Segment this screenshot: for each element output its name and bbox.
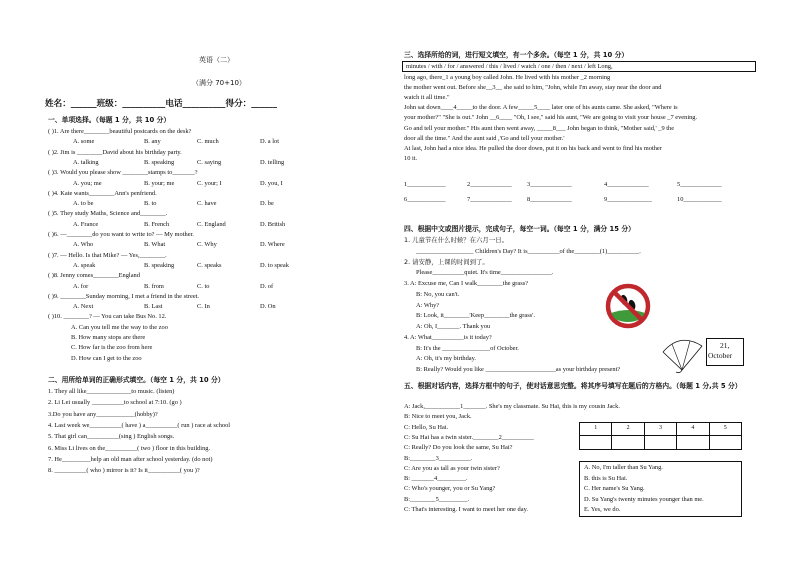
passage-line-4: John sat down____4_____to the door. A few_____5____ later one of his aunts came. She asked, "Where is bbox=[404, 104, 678, 112]
section5-title: 五、根据对话内容，选择方框中的句子，使对话意思完整。将其序号填写在题后的方格内。（每题 1 分,共 5 分） bbox=[404, 382, 742, 390]
sentence-line-9: A: Oh, I_______. Thank you bbox=[416, 323, 491, 330]
blank-1: 1____________ bbox=[404, 181, 446, 188]
question-8-option-1: B. from bbox=[144, 282, 164, 290]
dialog-line-8: B: _______4_________. bbox=[404, 475, 468, 483]
question-3: ( )3. Would you please show ________stamps to_______? bbox=[48, 169, 198, 177]
dialog-line-2: B: Nice to meet you, Jack. bbox=[404, 413, 472, 421]
fill-line-7: 7. He_________help an old man after school yesterday. (do not) bbox=[48, 455, 213, 463]
blank-9: 9______________ bbox=[604, 196, 652, 203]
section4-title: 四、根据中文或图片提示，完成句子，每空一词。（每空 1 分，满分 15 分） bbox=[404, 225, 635, 233]
answer-cell-4[interactable] bbox=[677, 436, 709, 450]
question-10-option-0: A. Can you tell me the way to the zoo bbox=[71, 323, 168, 331]
question-4-option-1: B. to bbox=[144, 200, 157, 208]
dialog-line-4: C: Su Hai has a twin sister.________2__________ bbox=[404, 433, 534, 441]
question-4: ( )4. Kate wants________Ann's penfriend. bbox=[48, 189, 157, 197]
dialog-line-1: A: Jack,___________1_______. She's my classmate. Su Hai, this is my cousin Jack. bbox=[404, 403, 620, 410]
student-info-line[interactable]: 姓名：______班级：__________电话__________得分：______ bbox=[45, 99, 278, 109]
option-C: C. Her name's Su Yang. bbox=[584, 485, 645, 493]
dialog-line-10: B:________5_________. bbox=[404, 495, 470, 503]
grid-header-3: 3 bbox=[644, 423, 676, 436]
sentence-line-4: Please__________quiet. It's time________________. bbox=[416, 269, 554, 277]
question-7-option-3: D. to speak bbox=[260, 261, 289, 269]
dialog-line-11: C: That's interesting. I want to meet her one day. bbox=[404, 506, 528, 513]
question-4-option-3: D. be bbox=[260, 200, 274, 208]
passage-line-6: Go and tell your mother." His aunt then went away, _____8___ John began to think, "Mother said,' _9 the bbox=[404, 124, 675, 132]
score-line: （满分 70+10） bbox=[192, 79, 246, 87]
option-A: A. No, I'm taller than Su Yang. bbox=[584, 464, 663, 471]
question-6-option-2: C. Why bbox=[197, 241, 217, 249]
keep-off-grass-sign-icon bbox=[605, 283, 651, 329]
calendar-month: October bbox=[708, 351, 733, 360]
section2-title: 二、用所给单词的正确形式填空。（每空 1 分，共 10 分） bbox=[48, 376, 225, 384]
question-5-option-3: D. British bbox=[260, 220, 286, 228]
passage-line-1: long ago, there_1 a young boy called John. He lived with his mother _2 morning bbox=[404, 74, 611, 81]
passage-line-5: your mother?" "She is out." John __6____ "Oh, I see," said his aunt, "We are going to visit your house _7 evening. bbox=[404, 114, 698, 122]
question-5-option-0: A. France bbox=[73, 220, 99, 228]
question-6-option-1: B. What bbox=[144, 241, 166, 249]
blank-10: 10____________ bbox=[677, 196, 722, 203]
question-2: ( )2. Jim is ________David about his birthday party. bbox=[48, 148, 182, 156]
fill-line-6: 6. Miss Li lives on the__________( two ) floor in this building. bbox=[48, 444, 211, 452]
question-8: ( )8. Jenny comes________England bbox=[48, 272, 140, 280]
grid-header-5: 5 bbox=[709, 423, 741, 436]
sentence-line-7: A: Why? bbox=[416, 301, 440, 309]
question-1-option-2: C. much bbox=[197, 138, 219, 146]
question-2-option-0: A. talking bbox=[73, 158, 99, 166]
question-10-option-3: D. How can I get to the zoo bbox=[71, 354, 142, 362]
question-4-option-0: A. to be bbox=[73, 200, 94, 208]
section3-title: 三、选择所给的词，进行短文填空，有一个多余。（每空 1 分，共 10 分） bbox=[404, 51, 629, 59]
blank-3: 3_____________ bbox=[527, 181, 572, 188]
answer-cell-5[interactable] bbox=[709, 436, 741, 450]
question-3-option-3: D. you, I bbox=[260, 179, 283, 187]
question-9-option-0: A. Next bbox=[73, 303, 94, 311]
question-1-option-1: B. any bbox=[144, 138, 161, 146]
question-7-option-2: C. speaks bbox=[197, 261, 222, 269]
question-9-option-2: C. In bbox=[197, 303, 210, 311]
dialog-line-9: C: Who's younger, you or Su Yang? bbox=[404, 485, 496, 493]
question-5: ( )5. They study Maths, Science and________. bbox=[48, 210, 168, 218]
question-6-option-0: A. Who bbox=[73, 241, 94, 249]
fill-line-4: 4. Last week we__________( have ) a__________( run ) race at school bbox=[48, 421, 231, 429]
question-1: ( )1. Are there________beautiful postcards on the desk? bbox=[48, 128, 192, 135]
question-4-option-2: C. have bbox=[197, 200, 217, 208]
answer-cell-2[interactable] bbox=[612, 436, 644, 450]
question-7-option-0: A. speak bbox=[73, 261, 96, 269]
question-8-option-3: D. of bbox=[260, 282, 274, 290]
grid-header-4: 4 bbox=[677, 423, 709, 436]
option-D: D. Su Yang's twenty minutes younger than me. bbox=[584, 495, 704, 503]
dialog-line-7: C: Are you as tall as your twin sister? bbox=[404, 464, 500, 472]
passage-line-8: At last, John had a nice idea. He pulled the door down, put it on his back and went to find his mother bbox=[404, 144, 662, 152]
sentence-line-10: 4. A: What__________is it today? bbox=[404, 333, 492, 341]
question-3-option-1: B. your; me bbox=[144, 179, 175, 187]
sentence-line-12: A: Oh, it's my birthday. bbox=[416, 355, 477, 363]
question-8-option-2: C. to bbox=[197, 282, 210, 290]
passage-line-3: watch it all time." bbox=[404, 94, 450, 102]
dialog-line-6: B:________3__________. bbox=[404, 454, 473, 462]
blank-8: 8_____________ bbox=[527, 196, 572, 203]
word-bank: minutes / with / for / answered / this / lived / watch / one / then / next / left Long, bbox=[406, 63, 613, 70]
fill-line-5: 5. That girl can__________(sing ) English songs. bbox=[48, 433, 175, 441]
question-9-option-1: B. Last bbox=[144, 303, 163, 311]
sentence-line-1: 1. 儿童节在什么时候？在六月一日。 bbox=[404, 236, 508, 244]
question-10: ( )10. ________? — You can take Bus No. 12. bbox=[48, 313, 167, 321]
answer-cell-1[interactable] bbox=[580, 436, 612, 450]
question-5-option-2: C. England bbox=[197, 220, 226, 228]
section1-title: 一、单项选择。（每题 1 分，共 10 分） bbox=[48, 116, 171, 124]
option-E: E. Yes, we do. bbox=[584, 506, 621, 514]
question-2-option-1: B. speaking bbox=[144, 158, 175, 166]
exam-title: 英语（二） bbox=[199, 56, 234, 64]
question-1-option-0: A. some bbox=[73, 138, 95, 146]
sentence-line-8: B: Look, it________'Keep________the grass'. bbox=[416, 312, 535, 320]
umbrella-icon bbox=[660, 332, 706, 374]
passage-line-7: door all the time." And the aunt said ,'Go and tell your mother.' bbox=[404, 134, 565, 142]
blank-4: 4_____________ bbox=[604, 181, 649, 188]
blank-7: 7_____________ bbox=[467, 196, 512, 203]
option-B: B. this is Su Hai. bbox=[584, 474, 628, 482]
question-10-option-1: B. How many stops are there bbox=[71, 334, 146, 341]
question-2-option-2: C. saying bbox=[197, 158, 222, 166]
question-6-option-3: D. Where bbox=[260, 241, 285, 249]
blank-5: 5_____________ bbox=[677, 181, 722, 188]
fill-line-3: 3.Do you have any____________(hobby)? bbox=[48, 410, 158, 418]
question-7-option-1: B. speaking bbox=[144, 261, 175, 269]
question-7: ( )7. — Hello. Is that Mike? — Yes,________. bbox=[48, 251, 167, 259]
question-3-option-2: C. your; I bbox=[197, 179, 222, 187]
grid-header-2: 2 bbox=[612, 423, 644, 436]
sentence-line-6: B: No, you can't. bbox=[416, 290, 460, 298]
question-1-option-3: D. a lot bbox=[260, 138, 279, 146]
question-9-option-3: D. On bbox=[260, 303, 276, 311]
question-9: ( )9. ________Sunday morning, I met a friend in the street. bbox=[48, 292, 200, 300]
fill-line-1: 1. They all like______________to music. (listen) bbox=[48, 388, 175, 395]
blank-2: 2_____________ bbox=[467, 181, 512, 188]
question-8-option-0: A. for bbox=[73, 282, 89, 290]
sentence-line-11: B: It's the _______________of October. bbox=[416, 344, 519, 352]
fill-line-8: 8. __________( who ) mirror is it? Is it__________( you )? bbox=[48, 467, 200, 475]
question-6: ( )6. —________do you want to write to? — My mother. bbox=[48, 231, 194, 238]
fill-line-2: 2. Li Lei usually __________to school at 7:10. (go ) bbox=[48, 399, 182, 407]
answer-grid bbox=[579, 422, 742, 450]
question-5-option-1: B. French bbox=[144, 220, 170, 228]
blank-6: 6____________ bbox=[404, 196, 446, 203]
sentence-line-3: 2. 请安静，上课的时间到了。 bbox=[404, 257, 489, 266]
sentence-line-13: B: Really? Would you like ______________________as your birthday present? bbox=[416, 366, 621, 373]
passage-line-2: the mother went out. Before she__3__ she said to him, "John, while I'm away, stay near the door and bbox=[404, 84, 662, 92]
question-3-option-0: A. you; me bbox=[73, 179, 102, 187]
sentence-line-2: __________________ Children's Day? It is__________of the________(1)__________. bbox=[416, 247, 641, 255]
calendar-day: 21, bbox=[720, 341, 730, 350]
dialog-line-5: C: Really? Do you look the same, Su Hai? bbox=[404, 444, 513, 452]
grid-header-1: 1 bbox=[580, 423, 612, 436]
answer-cell-3[interactable] bbox=[644, 436, 676, 450]
question-10-option-2: C. How far is the zoo from here bbox=[71, 344, 153, 352]
passage-line-9: 10 it. bbox=[404, 154, 418, 162]
question-2-option-3: D. telling bbox=[260, 158, 285, 166]
sentence-line-5: 3. A: Excuse me, Can I walk________the grass? bbox=[404, 280, 529, 287]
dialog-line-3: C: Hello, Su Hai. bbox=[404, 423, 449, 431]
